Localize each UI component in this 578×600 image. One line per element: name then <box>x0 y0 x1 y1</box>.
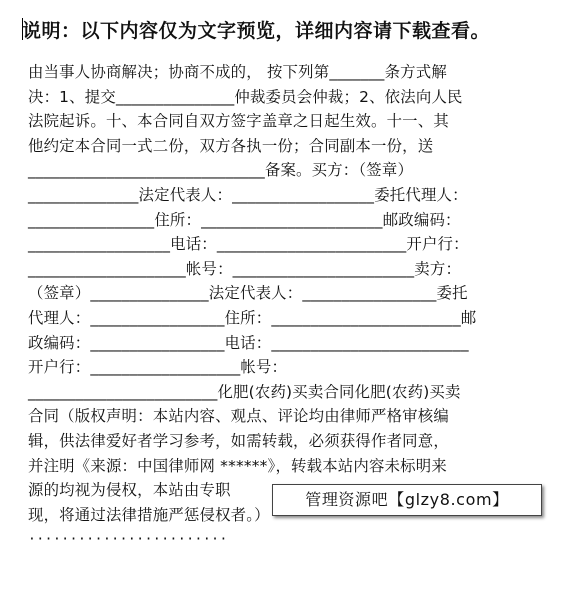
body-line: ______________________________备案。买方：（签章） <box>28 161 414 180</box>
body-line: ________________住所：_______________________邮政编码： <box>28 210 461 229</box>
site-watermark-label: 管理资源吧【glzy8.com】 <box>272 484 542 516</box>
body-line: （签章）_______________法定代表人：_________________委托 <box>28 284 468 303</box>
contract-body <box>28 60 556 527</box>
preview-notice: 说明：以下内容仅为文字预览，详细内容请下载查看。 <box>22 20 491 42</box>
body-line: 法院起诉。十、本合同自双方签字盖章之日起生效。十一、其 <box>28 112 449 131</box>
body-line: ________________________化肥(农药)买卖合同化肥(农药)买卖 <box>28 382 461 401</box>
body-line: 政编码：_________________电话：_________________________ <box>28 333 469 352</box>
body-line: 代理人：_________________住所：________________________邮 <box>28 308 477 327</box>
body-line: 合同（版权声明：本站内容、观点、评论均由律师严格审核编 <box>28 407 449 426</box>
body-line: ____________________帐号：_______________________卖方： <box>28 259 462 278</box>
body-line: 并注明《来源：中国律师网 ******》，转载本站内容未标明来 <box>28 456 447 475</box>
body-line: 辑，供法律爱好者学习参考，如需转载，必须获得作者同意， <box>28 431 449 450</box>
continuation-dots: ························ <box>28 532 228 547</box>
body-line: __________________电话：________________________开户行： <box>28 235 469 254</box>
body-line: 源的均视为侵权，本站由专职 <box>28 481 231 500</box>
body-line: ______________法定代表人：__________________委托代理人： <box>28 185 468 204</box>
body-line: 他约定本合同一式二份，双方各执一份；合同副本一份，送 <box>28 136 434 155</box>
body-line: 决：1、提交_______________仲裁委员会仲裁；2、依法向人民 <box>28 87 463 106</box>
body-line: 由当事人协商解决；协商不成的， 按下列第_______条方式解 <box>28 63 447 81</box>
body-line: 开户行：___________________帐号： <box>28 358 288 377</box>
body-line: 现，将通过法律措施严惩侵权者。） <box>28 505 270 524</box>
